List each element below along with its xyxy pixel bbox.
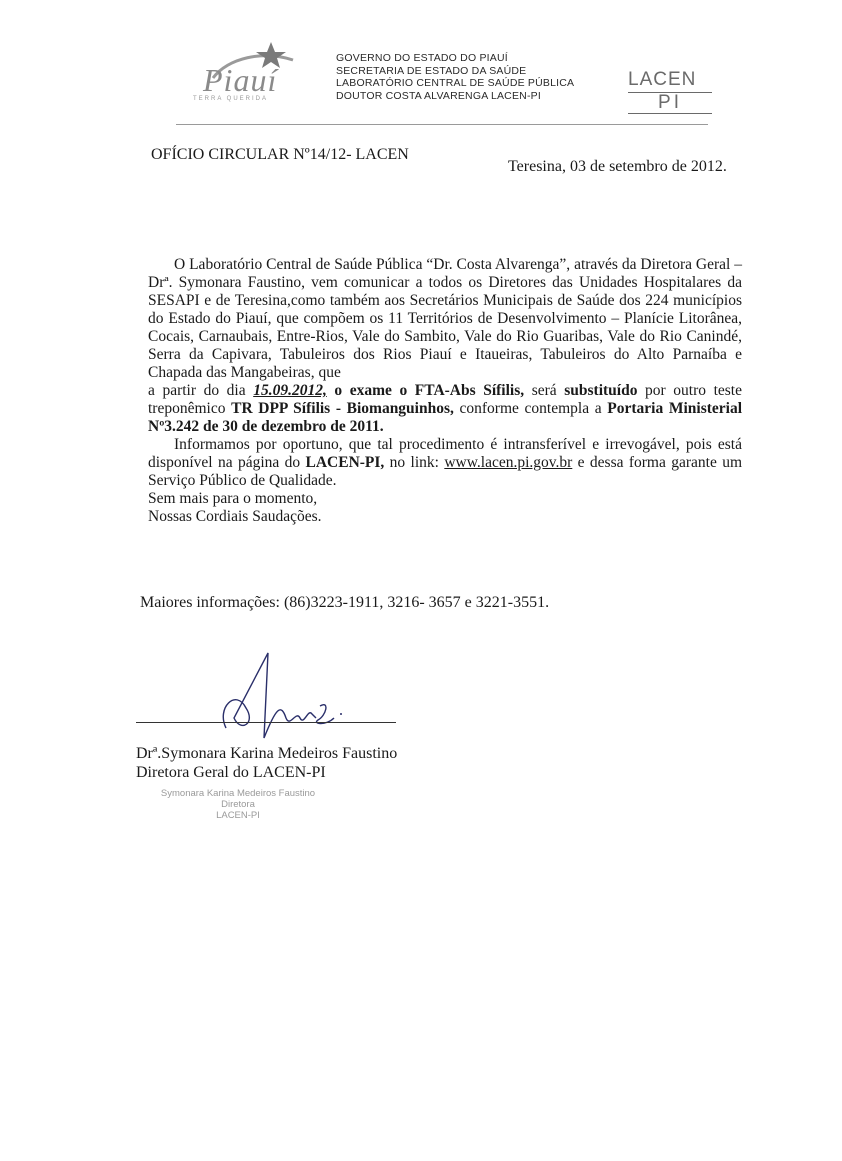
text-fragment: e dessa forma garante um Serviço Público de Qualidade. xyxy=(148,454,742,489)
paragraph-exam-change xyxy=(148,382,742,436)
closing-line: Sem mais para o momento, xyxy=(148,490,318,507)
substituted-word: substituído xyxy=(564,382,638,399)
new-test-name: TR DPP Sífilis - Biomanguinhos, xyxy=(231,400,454,417)
logo-tagline: TERRA QUERIDA xyxy=(193,96,269,102)
contact-info: Maiores informações: (86)3223-1911, 3216- 3657 e 3221-3551. xyxy=(140,594,550,611)
letter-body xyxy=(148,256,742,526)
handwritten-signature xyxy=(186,648,346,748)
letterhead-line: LABORATÓRIO CENTRAL DE SAÚDE PÚBLICA xyxy=(336,77,575,89)
stamp-org: LACEN-PI xyxy=(216,810,260,821)
signatory-name: Drª.Symonara Karina Medeiros Faustino xyxy=(136,745,398,762)
letterhead-line: SECRETARIA DE ESTADO DA SAÚDE xyxy=(336,64,527,77)
text-fragment: por outro teste treponêmico xyxy=(148,382,742,417)
signature-line xyxy=(136,722,396,723)
text-fragment: Informamos por oportuno, que tal procedimento é intransferível e irrevogável, pois está disponível na página do xyxy=(148,436,742,471)
header-divider xyxy=(176,124,708,125)
lacen-name: LACEN-PI, xyxy=(305,454,385,471)
lacen-logo-bottom: PI xyxy=(628,92,712,114)
lacen-logo xyxy=(628,70,718,114)
letterhead-line: GOVERNO DO ESTADO DO PIAUÍ xyxy=(336,52,508,64)
letterhead-line: DOUTOR COSTA ALVARENGA LACEN-PI xyxy=(336,89,541,102)
paragraph-info xyxy=(148,436,742,490)
text-fragment: a partir do dia xyxy=(148,382,254,399)
letterhead xyxy=(336,52,574,102)
text-fragment: será xyxy=(524,382,565,399)
piaui-logo xyxy=(183,40,313,108)
document-reference: OFÍCIO CIRCULAR Nº14/12- LACEN xyxy=(151,146,409,163)
portaria-reference: Portaria Ministerial Nº3.242 de 30 de dezembro de 2011. xyxy=(148,400,743,435)
effective-date: 15.09.2012, xyxy=(253,382,327,399)
text-fragment: no link: xyxy=(384,454,445,471)
exam-name: o exame o FTA-Abs Sífilis, xyxy=(334,382,525,399)
official-stamp xyxy=(158,788,318,821)
logo-wordmark: Piauí xyxy=(203,62,278,98)
stamp-role: Diretora xyxy=(221,799,255,810)
signatory-title: Diretora Geral do LACEN-PI xyxy=(136,764,326,781)
website-link[interactable]: www.lacen.pi.gov.br xyxy=(444,454,573,471)
text-fragment: conforme contempla a xyxy=(453,400,608,417)
paragraph-intro: O Laboratório Central de Saúde Pública “Dr. Costa Alvarenga”, através da Diretora Geral – Drª. Symonara Faustino, vem comunicar a todos os Diretores das Unidades Hospitalares da SESAPI e de Teresina,como também aos Secretários Municipais de Saúde dos 224 municípios do Estado do Piauí, que compõem os 11 Territórios de Desenvolvimento – Planície Litorânea, Cocais, Carnaubais, Entre-Rios, Vale do Sambito, Vale do Rio Guaribas, Vale do Rio Canindé, Serra da Capivara, Tabuleiros dos Rios Piauí e Itaueiras, Tabuleiros do Alto Parnaíba e Chapada das Mangabeiras, que xyxy=(148,256,742,381)
closing-greeting: Nossas Cordiais Saudações. xyxy=(148,508,322,525)
stamp-name: Symonara Karina Medeiros Faustino xyxy=(160,788,316,799)
signature-area xyxy=(136,648,436,808)
dateline: Teresina, 03 de setembro de 2012. xyxy=(508,158,727,175)
lacen-logo-top: LACEN xyxy=(628,69,697,90)
